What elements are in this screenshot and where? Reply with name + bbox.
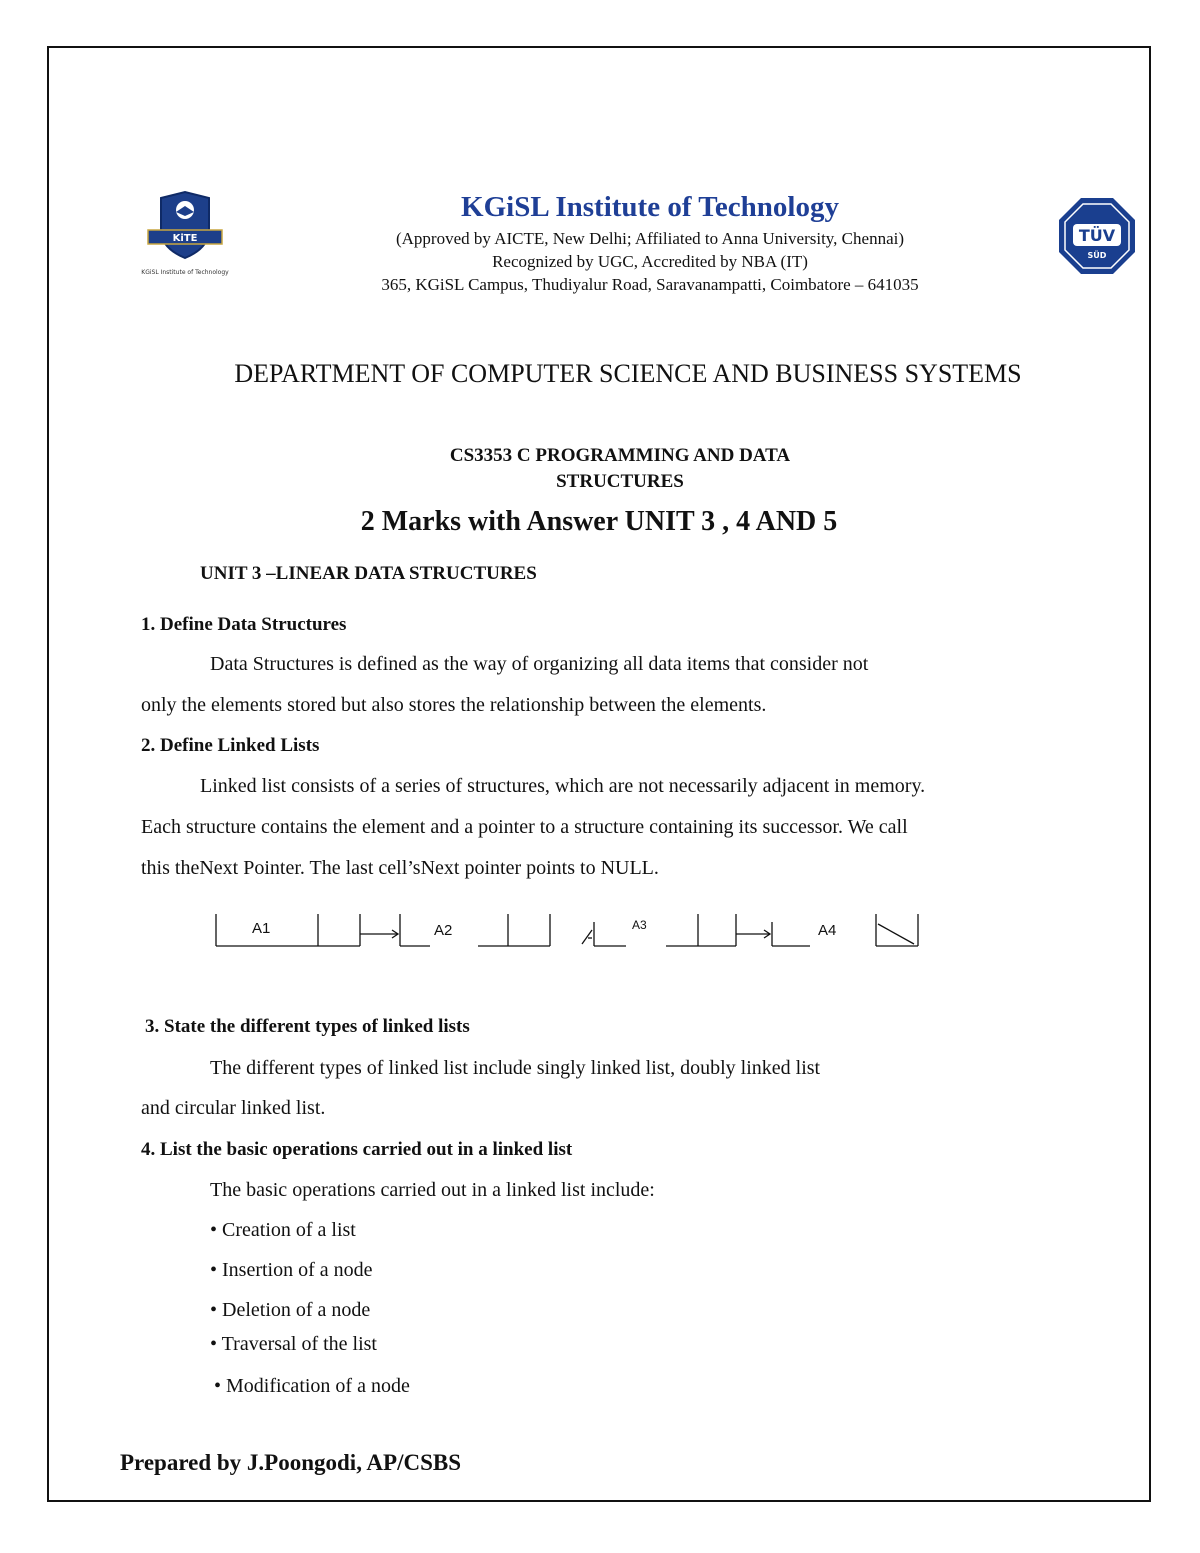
node-label-a1: A1	[252, 920, 271, 937]
approval-line: (Approved by AICTE, New Delhi; Affiliated to Anna University, Chennai)	[395, 229, 905, 248]
list-item: • Deletion of a node	[210, 1299, 371, 1321]
question-1-title: 1. Define Data Structures	[141, 614, 347, 635]
question-3-line: and circular linked list.	[141, 1097, 326, 1119]
question-2-line: this theNext Pointer. The last cell’sNext pointer points to NULL.	[141, 857, 659, 879]
node-label-a2: A2	[434, 922, 453, 939]
recognition-line: Recognized by UGC, Accredited by NBA (IT)	[492, 252, 808, 271]
node-label-a3: A3	[632, 918, 647, 932]
question-4-title: 4. List the basic operations carried out in a linked list	[141, 1139, 573, 1160]
course-title-line2: STRUCTURES	[556, 471, 684, 492]
node-label-a4: A4	[818, 922, 837, 939]
list-item: • Creation of a list	[210, 1219, 356, 1241]
question-3-line: The different types of linked list include singly linked list, doubly linked list	[210, 1057, 821, 1079]
tuv-text: TÜV	[1078, 226, 1116, 245]
tuv-subtext: SÜD	[1087, 251, 1107, 260]
course-title-line1: CS3353 C PROGRAMMING AND DATA	[449, 445, 791, 466]
logo-text: KiTE	[172, 233, 198, 244]
prepared-by: Prepared by J.Poongodi, AP/CSBS	[120, 1450, 462, 1475]
linked-list-diagram	[210, 908, 930, 956]
document-subtitle: 2 Marks with Answer UNIT 3 , 4 AND 5	[360, 506, 838, 537]
question-2-title: 2. Define Linked Lists	[141, 735, 320, 756]
list-item: • Insertion of a node	[210, 1259, 373, 1281]
question-4-line: The basic operations carried out in a linked list include:	[210, 1179, 655, 1201]
list-item: • Traversal of the list	[210, 1333, 377, 1355]
question-1-line: only the elements stored but also stores the relationship between the elements.	[141, 694, 767, 716]
logo-caption: KGiSL Institute of Technology	[141, 269, 229, 276]
institute-name: KGiSL Institute of Technology	[461, 191, 839, 223]
department-title: DEPARTMENT OF COMPUTER SCIENCE AND BUSINESS SYSTEMS	[234, 359, 1022, 388]
question-1-line: Data Structures is defined as the way of organizing all data items that consider not	[210, 653, 869, 675]
unit-heading: UNIT 3 –LINEAR DATA STRUCTURES	[200, 563, 537, 584]
question-2-line: Linked list consists of a series of structures, which are not necessarily adjacent in memory.	[200, 775, 926, 797]
question-2-line: Each structure contains the element and a pointer to a structure containing its successor. We call	[141, 816, 908, 838]
list-item: • Modification of a node	[214, 1375, 410, 1397]
address-line: 365, KGiSL Campus, Thudiyalur Road, Saravanampatti, Coimbatore – 641035	[381, 275, 919, 294]
question-3-title: 3. State the different types of linked lists	[145, 1016, 470, 1037]
